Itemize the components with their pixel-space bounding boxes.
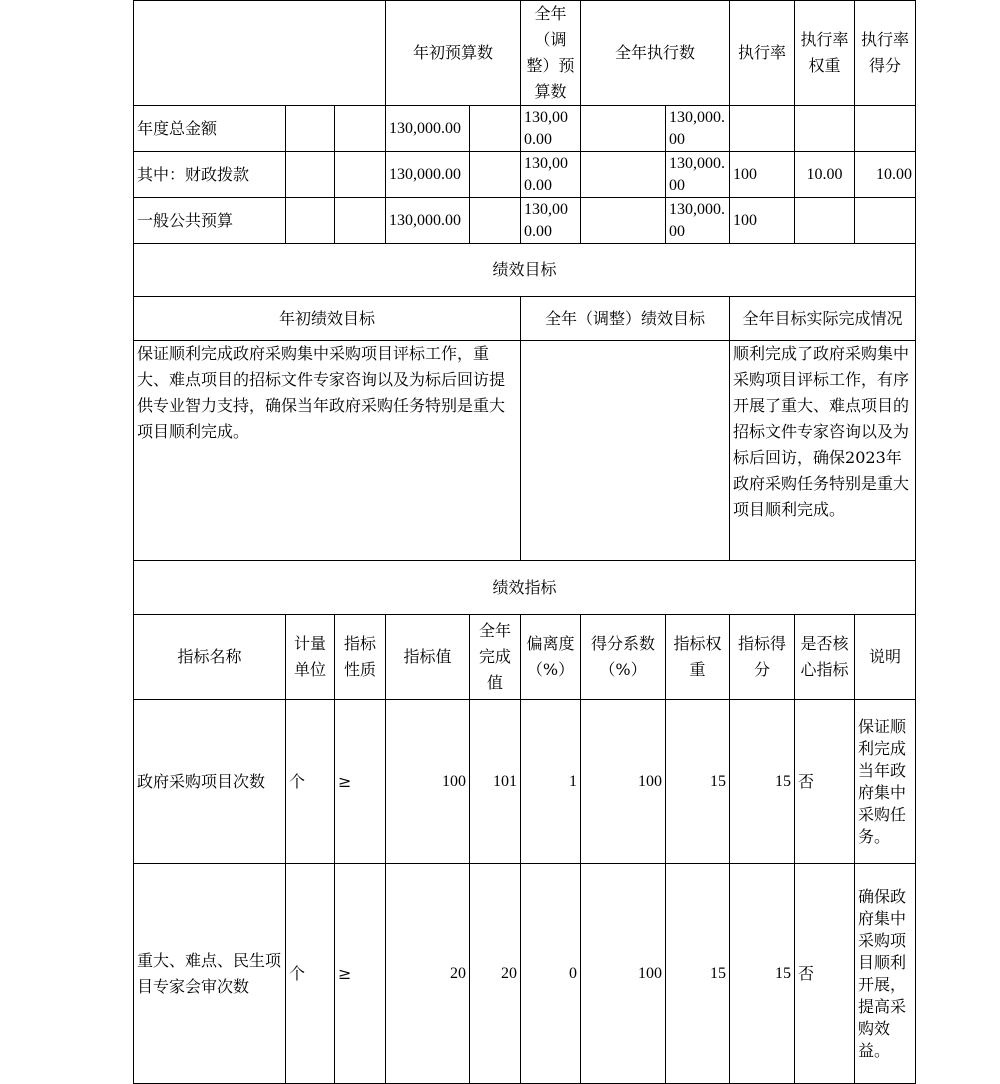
indicator-unit: 个 bbox=[286, 864, 335, 1084]
indicator-header-weight: 指标权重 bbox=[666, 615, 730, 700]
budget-initial-value: 130,000.00 bbox=[386, 152, 470, 198]
goals-content-row bbox=[134, 341, 916, 561]
budget-empty-cell bbox=[286, 106, 335, 152]
indicator-header-score: 指标得分 bbox=[730, 615, 795, 700]
indicator-name: 重大、难点、民生项目专家会审次数 bbox=[134, 864, 286, 1084]
budget-empty-cell bbox=[581, 198, 666, 244]
indicator-deviation: 1 bbox=[521, 700, 581, 864]
budget-executed-value: 130,000.00 bbox=[666, 106, 730, 152]
indicator-header-nature: 指标性质 bbox=[335, 615, 386, 700]
budget-rate-value: 100 bbox=[730, 152, 795, 198]
indicator-name: 政府采购项目次数 bbox=[134, 700, 286, 864]
budget-row-label: 其中：财政拨款 bbox=[134, 152, 286, 198]
indicator-deviation: 0 bbox=[521, 864, 581, 1084]
budget-empty-cell bbox=[286, 198, 335, 244]
budget-empty-cell bbox=[470, 152, 521, 198]
budget-adjusted-value: 130,000.00 bbox=[521, 198, 581, 244]
budget-adjusted-value: 130,000.00 bbox=[521, 106, 581, 152]
goals-actual-text: 顺利完成了政府采购集中采购项目评标工作，有序开展了重大、难点项目的招标文件专家咨询以及为标后回访，确保2023年政府采购任务特别是重大项目顺利完成。 bbox=[730, 341, 916, 561]
budget-weight-value bbox=[795, 198, 855, 244]
budget-initial-value: 130,000.00 bbox=[386, 198, 470, 244]
budget-row-label: 一般公共预算 bbox=[134, 198, 286, 244]
indicators-header-row bbox=[134, 615, 916, 700]
budget-executed-value: 130,000.00 bbox=[666, 152, 730, 198]
indicator-completed: 20 bbox=[470, 864, 521, 1084]
indicator-weight: 15 bbox=[666, 700, 730, 864]
budget-score-value: 10.00 bbox=[855, 152, 916, 198]
indicator-unit: 个 bbox=[286, 700, 335, 864]
indicator-row bbox=[134, 700, 916, 864]
budget-empty-cell bbox=[581, 152, 666, 198]
indicator-score: 15 bbox=[730, 864, 795, 1084]
indicators-section-title: 绩效指标 bbox=[134, 561, 916, 615]
budget-empty-cell bbox=[470, 106, 521, 152]
indicator-weight: 15 bbox=[666, 864, 730, 1084]
budget-adjusted-value: 130,000.00 bbox=[521, 152, 581, 198]
budget-empty-cell bbox=[286, 152, 335, 198]
budget-row-label: 年度总金额 bbox=[134, 106, 286, 152]
indicator-note: 确保政府集中采购项目顺利开展，提高采购效益。 bbox=[855, 864, 916, 1084]
goals-initial-text: 保证顺利完成政府采购集中采购项目评标工作，重大、难点项目的招标文件专家咨询以及为标后回访提供专业智力支持，确保当年政府采购任务特别是重大项目顺利完成。 bbox=[134, 341, 521, 561]
goals-header-row bbox=[134, 297, 916, 341]
indicator-note: 保证顺利完成当年政府集中采购任务。 bbox=[855, 700, 916, 864]
budget-empty-cell bbox=[581, 106, 666, 152]
indicator-coefficient: 100 bbox=[581, 864, 666, 1084]
indicator-header-note: 说明 bbox=[855, 615, 916, 700]
indicator-header-unit: 计量单位 bbox=[286, 615, 335, 700]
indicator-value: 20 bbox=[386, 864, 470, 1084]
budget-header-executed: 全年执行数 bbox=[581, 1, 730, 106]
indicators-section-row bbox=[134, 561, 916, 615]
indicator-header-name: 指标名称 bbox=[134, 615, 286, 700]
performance-table bbox=[133, 0, 916, 1084]
budget-weight-value bbox=[795, 106, 855, 152]
indicator-row bbox=[134, 864, 916, 1084]
indicator-nature: ≥ bbox=[335, 864, 386, 1084]
budget-row bbox=[134, 106, 916, 152]
budget-executed-value: 130,000.00 bbox=[666, 198, 730, 244]
indicator-score: 15 bbox=[730, 700, 795, 864]
indicator-coefficient: 100 bbox=[581, 700, 666, 864]
budget-header-row bbox=[134, 1, 916, 106]
goals-header-actual: 全年目标实际完成情况 bbox=[730, 297, 916, 341]
budget-header-rate: 执行率 bbox=[730, 1, 795, 106]
goals-section-title: 绩效目标 bbox=[134, 244, 916, 297]
indicator-core: 否 bbox=[795, 700, 855, 864]
budget-score-value bbox=[855, 106, 916, 152]
budget-header-blank bbox=[134, 1, 386, 106]
goals-adjusted-text bbox=[521, 341, 730, 561]
indicator-core: 否 bbox=[795, 864, 855, 1084]
goals-section-row bbox=[134, 244, 916, 297]
budget-weight-value: 10.00 bbox=[795, 152, 855, 198]
indicator-header-value: 指标值 bbox=[386, 615, 470, 700]
budget-header-score: 执行率得分 bbox=[855, 1, 916, 106]
budget-empty-cell bbox=[335, 198, 386, 244]
indicator-header-completed: 全年完成值 bbox=[470, 615, 521, 700]
budget-initial-value: 130,000.00 bbox=[386, 106, 470, 152]
goals-header-adjusted: 全年（调整）绩效目标 bbox=[521, 297, 730, 341]
budget-empty-cell bbox=[335, 106, 386, 152]
indicator-header-coefficient: 得分系数（%） bbox=[581, 615, 666, 700]
indicator-nature: ≥ bbox=[335, 700, 386, 864]
indicator-header-deviation: 偏离度（%） bbox=[521, 615, 581, 700]
budget-header-weight: 执行率权重 bbox=[795, 1, 855, 106]
budget-header-initial: 年初预算数 bbox=[386, 1, 521, 106]
goals-header-initial: 年初绩效目标 bbox=[134, 297, 521, 341]
budget-row bbox=[134, 152, 916, 198]
budget-score-value bbox=[855, 198, 916, 244]
budget-header-adjusted: 全年（调整）预算数 bbox=[521, 1, 581, 106]
budget-row bbox=[134, 198, 916, 244]
indicator-header-core: 是否核心指标 bbox=[795, 615, 855, 700]
budget-rate-value: 100 bbox=[730, 198, 795, 244]
budget-empty-cell bbox=[470, 198, 521, 244]
indicator-value: 100 bbox=[386, 700, 470, 864]
budget-rate-value bbox=[730, 106, 795, 152]
budget-empty-cell bbox=[335, 152, 386, 198]
indicator-completed: 101 bbox=[470, 700, 521, 864]
